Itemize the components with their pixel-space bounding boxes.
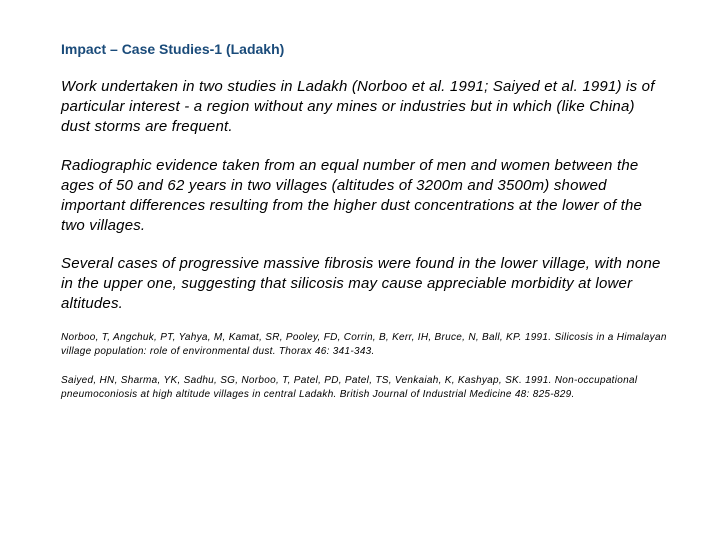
reference-norboo: Norboo, T, Angchuk, PT, Yahya, M, Kamat, SR, Pooley, FD, Corrin, B, Kerr, IH, Bruce, N, Ball, KP. 1991. Silicosis in a Himalayan village population: role of environmental dust. Thorax 46: 341-343. bbox=[61, 332, 667, 357]
paragraph-fibrosis-findings: Several cases of progressive massive fibrosis were found in the lower village, with none in the upper one, suggesting that silicosis may cause appreciable morbidity at lower altitudes. bbox=[61, 255, 661, 312]
slide-title: Impact – Case Studies-1 (Ladakh) bbox=[61, 41, 285, 57]
paragraph-radiographic-evidence: Radiographic evidence taken from an equal number of men and women between the ages of 50 and 62 years in two villages (altitudes of 3200m and 3500m) showed important differences resulting from the higher dust concentrations at the lower of the two villages. bbox=[61, 157, 643, 234]
reference-saiyed: Saiyed, HN, Sharma, YK, Sadhu, SG, Norboo, T, Patel, PD, Patel, TS, Venkaiah, K, Kashyap, SK. 1991. Non-occupational pneumoconiosis at high altitude villages in central Ladakh. British Journal of Industrial Medicine 48: 825-829. bbox=[61, 375, 638, 400]
paragraph-studies-intro: Work undertaken in two studies in Ladakh (Norboo et al. 1991; Saiyed et al. 1991) is of particular interest - a region without any mines or industries but in which (like China) dust storms are frequent. bbox=[61, 78, 655, 135]
